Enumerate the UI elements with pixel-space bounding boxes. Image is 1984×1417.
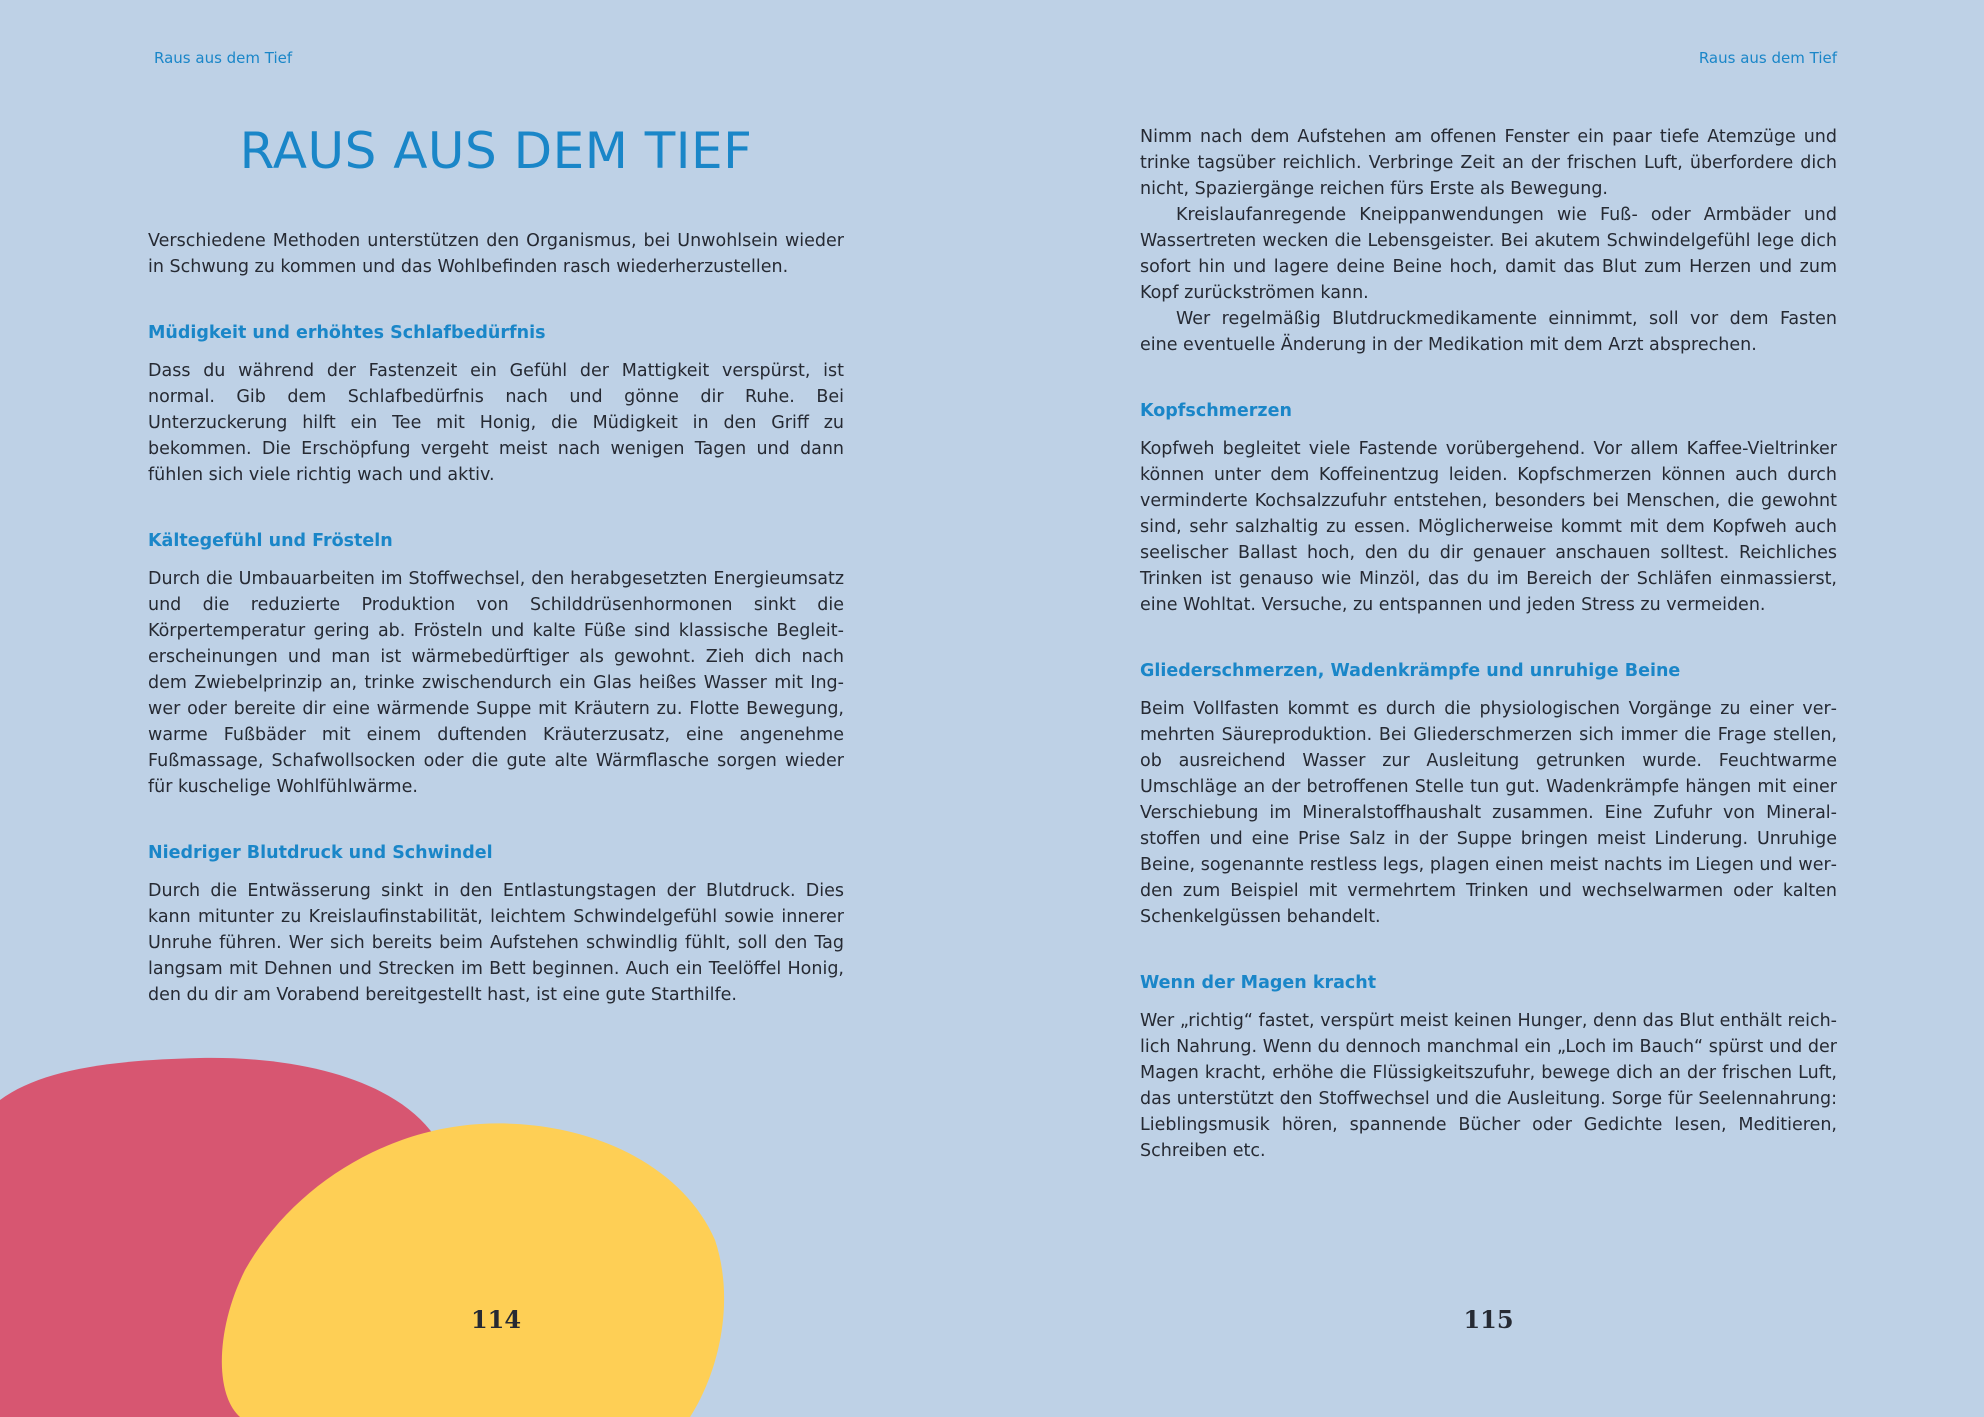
section-text-kopfschmerzen: Kopfweh begleitet viele Fastende vorübergehend. Vor allem Kaffee-Vieltrinker können unter dem Koffeinentzug leiden. Kopfschmerzen können auch durch verminderte Kochsalzzufuhr entstehen, besonders bei Menschen, die gewohnt sind, sehr salzhaltig zu essen. Möglicherweise kommt mit dem Kopfweh auch seelischer Ballast hoch, den du dir genauer anschauen solltest. Reichliches Trinken ist genauso wie Minzöl, das du im Bereich der Schläfen einmassierst, eine Wohltat. Versuche, zu entspannen und jeden Stress zu vermeiden.	[1140, 439, 1837, 615]
page-number-right: 115	[1463, 1305, 1514, 1334]
continuation-paragraph-1: Nimm nach dem Aufstehen am offenen Fenster ein paar tiefe Atemzüge und trinke tagsüber reichlich. Verbringe Zeit an der frischen Luft, überfordere dich nicht, Spaziergänge reichen fürs Erste als Bewegung.	[1140, 127, 1837, 199]
section-heading-kopfschmerzen: Kopfschmerzen	[1140, 401, 1292, 421]
section-text-muedigkeit: Dass du während der Fastenzeit ein Gefühl der Mattigkeit verspürst, ist normal. Gib dem Schlafbedürfnis nach und gönne dir Ruhe. Bei Unterzuckerung hilft ein Tee mit Honig, die Müdigkeit in den Griff zu bekommen. Die Erschöpfung vergeht meist nach wenigen Tagen und dann fühlen sich viele richtig wach und aktiv.	[148, 361, 844, 485]
chapter-title: RAUS AUS DEM TIEF	[239, 122, 753, 180]
continuation-paragraph-3: Wer regelmäßig Blutdruckmedikamente einnimmt, soll vor dem Fasten eine eventuelle Änderung in der Medikation mit dem Arzt absprechen.	[1140, 309, 1837, 355]
section-text-magen: Wer „richtig“ fastet, verspürt meist keinen Hunger, denn das Blut enthält reichlich Nahrung. Wenn du dennoch manchmal ein „Loch im Bauch“ spürst und der Magen kracht, erhöhe die Flüssigkeitszufuhr, bewege dich an der frischen Luft, das unterstützt den Stoffwechsel und die Ausleitung. Sorge für Seelennahrung: Lieblingsmusik hören, spannende Bücher oder Gedichte lesen, Meditieren, Schreiben etc.	[1140, 1011, 1837, 1161]
intro-paragraph: Verschiedene Methoden unterstützen den Organismus, bei Unwohlsein wieder in Schwung zu kommen und das Wohlbefinden rasch wiederherzustellen.	[148, 231, 844, 277]
left-page-content	[148, 228, 844, 1008]
section-heading-gliederschmerzen: Gliederschmerzen, Wadenkrämpfe und unruhige Beine	[1140, 661, 1681, 681]
continuation-paragraph-2: Kreislaufanregende Kneippanwendungen wie Fuß- oder Armbäder und Wassertreten wecken die Lebensgeister. Bei akutem Schwindelgefühl lege dich sofort hin und lagere deine Beine hoch, damit das Blut zum Herzen und zum Kopf zurückströmen kann.	[1140, 205, 1837, 303]
section-text-gliederschmerzen: Beim Vollfasten kommt es durch die physiologischen Vorgänge zu einer vermehrten Säureproduktion. Bei Gliederschmerzen sich immer die Frage stellen, ob ausreichend Wasser zur Ausleitung getrunken wurde. Feuchtwarme Umschläge an der betroffenen Stelle tun gut. Wadenkrämpfe hängen mit einer Verschiebung im Mineralstoffhaushalt zusammen. Eine Zufuhr von Mineralstoffen und eine Prise Salz in der Suppe bringen meist Linderung. Unruhige Beine, sogenannte restless legs, plagen einen meist nachts im Liegen und werden zum Beispiel mit vermehrtem Trinken und wechselwarmen oder kalten Schenkelgüssen behandelt.	[1140, 699, 1837, 927]
section-text-blutdruck: Durch die Entwässerung sinkt in den Entlastungstagen der Blutdruck. Dies kann mitunter zu Kreislaufinstabilität, leichtem Schwindelgefühl sowie innerer Unruhe führen. Wer sich bereits beim Aufstehen schwindlig fühlt, soll den Tag langsam mit Dehnen und Strecken im Bett beginnen. Auch ein Teelöffel Honig, den du dir am Vorabend bereitgestellt hast, ist eine gute Starthilfe.	[148, 881, 844, 1005]
right-page-content	[1140, 124, 1837, 1164]
running-head-left: Raus aus dem Tief	[154, 49, 293, 67]
section-heading-magen: Wenn der Magen kracht	[1140, 973, 1377, 993]
running-head-right: Raus aus dem Tief	[1698, 49, 1837, 67]
right-page	[1140, 0, 1837, 1417]
page-number-left: 114	[470, 1305, 522, 1334]
section-heading-blutdruck: Niedriger Blutdruck und Schwindel	[148, 843, 493, 863]
section-heading-kaeltegefuehl: Kältegefühl und Frösteln	[148, 531, 393, 551]
section-text-kaeltegefuehl: Durch die Umbauarbeiten im Stoffwechsel, den herabgesetzten Energieumsatz und die reduzierte Produktion von Schilddrüsenhormonen sinkt die Körpertemperatur gering ab. Frösteln und kalte Füße sind klassische Begleiterscheinungen und man ist wärmebedürftiger als gewohnt. Zieh dich nach dem Zwiebelprinzip an, trinke zwischendurch ein Glas heißes Wasser mit Ingwer oder bereite dir eine wärmende Suppe mit Kräutern zu. Flotte Bewegung, warme Fußbäder mit einem duftenden Kräuterzusatz, eine angenehme Fußmassage, Schafwollsocken oder die gute alte Wärmflasche sorgen wieder für kuschelige Wohlfühlwärme.	[148, 569, 844, 797]
section-heading-muedigkeit: Müdigkeit und erhöhtes Schlafbedürfnis	[148, 323, 546, 343]
left-page	[148, 0, 844, 1417]
